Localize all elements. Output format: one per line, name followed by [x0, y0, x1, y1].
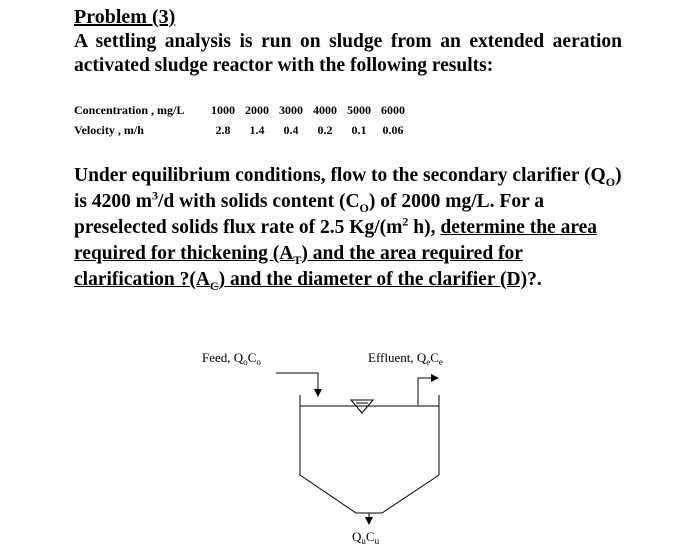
question-paragraph: Under equilibrium conditions, flow to the secondary clarifier $(Q_O)$ is 4200 $m^3/d$ with solids content $(C_O)$ of 2000 mg/L. For a preselected solids flux rate of 2.5 $Kg/(m^2$ h), determine the area required for thickening $(A_T)$ and the area required for clarification $?(A_C)$ and the diameter of the clarifier (D)?. — [74, 165, 622, 293]
table-cell: 5000 — [347, 102, 371, 117]
feed-pipe — [276, 373, 318, 396]
table-cell: 4000 — [313, 102, 337, 117]
clarifier-diagram — [180, 335, 480, 550]
problem-heading: Problem (3) — [74, 6, 176, 28]
table-cell: 6000 — [381, 102, 405, 117]
effluent-label: Effluent, $Q_eC_e$ — [368, 350, 443, 367]
table-row-velocity — [74, 120, 410, 140]
table-cell: 0.4 — [283, 122, 299, 137]
table-cell: 2.8 — [215, 122, 231, 137]
table-cell: 0.1 — [351, 122, 367, 137]
settling-data-table — [74, 100, 410, 140]
problem-intro: A settling analysis is run on sludge from an extended aeration activated sludge reactor with the following results: — [74, 31, 622, 76]
table-cell: 1000 — [211, 102, 235, 117]
table-cell: 1.4 — [249, 122, 265, 137]
feed-label: Feed, $Q_oC_o$ — [202, 350, 261, 367]
row-label: Concentration , mg/L — [74, 102, 185, 117]
table-cell: 3000 — [279, 102, 303, 117]
table-cell: 0.2 — [317, 122, 333, 137]
clarifier-tank — [300, 395, 439, 513]
table-row-concentration — [74, 100, 410, 120]
effluent-pipe — [418, 378, 438, 405]
row-label: Velocity , m/h — [74, 122, 144, 137]
table-cell: 2000 — [245, 102, 269, 117]
task-statement: determine the area required for thickening $(A_T)$ and the area required for clarification $?(A_C)$ and the diameter of the clarifier (D) — [74, 217, 598, 293]
table-cell: 0.06 — [382, 122, 404, 137]
underflow-label: $Q_uC_u$ — [352, 529, 380, 546]
